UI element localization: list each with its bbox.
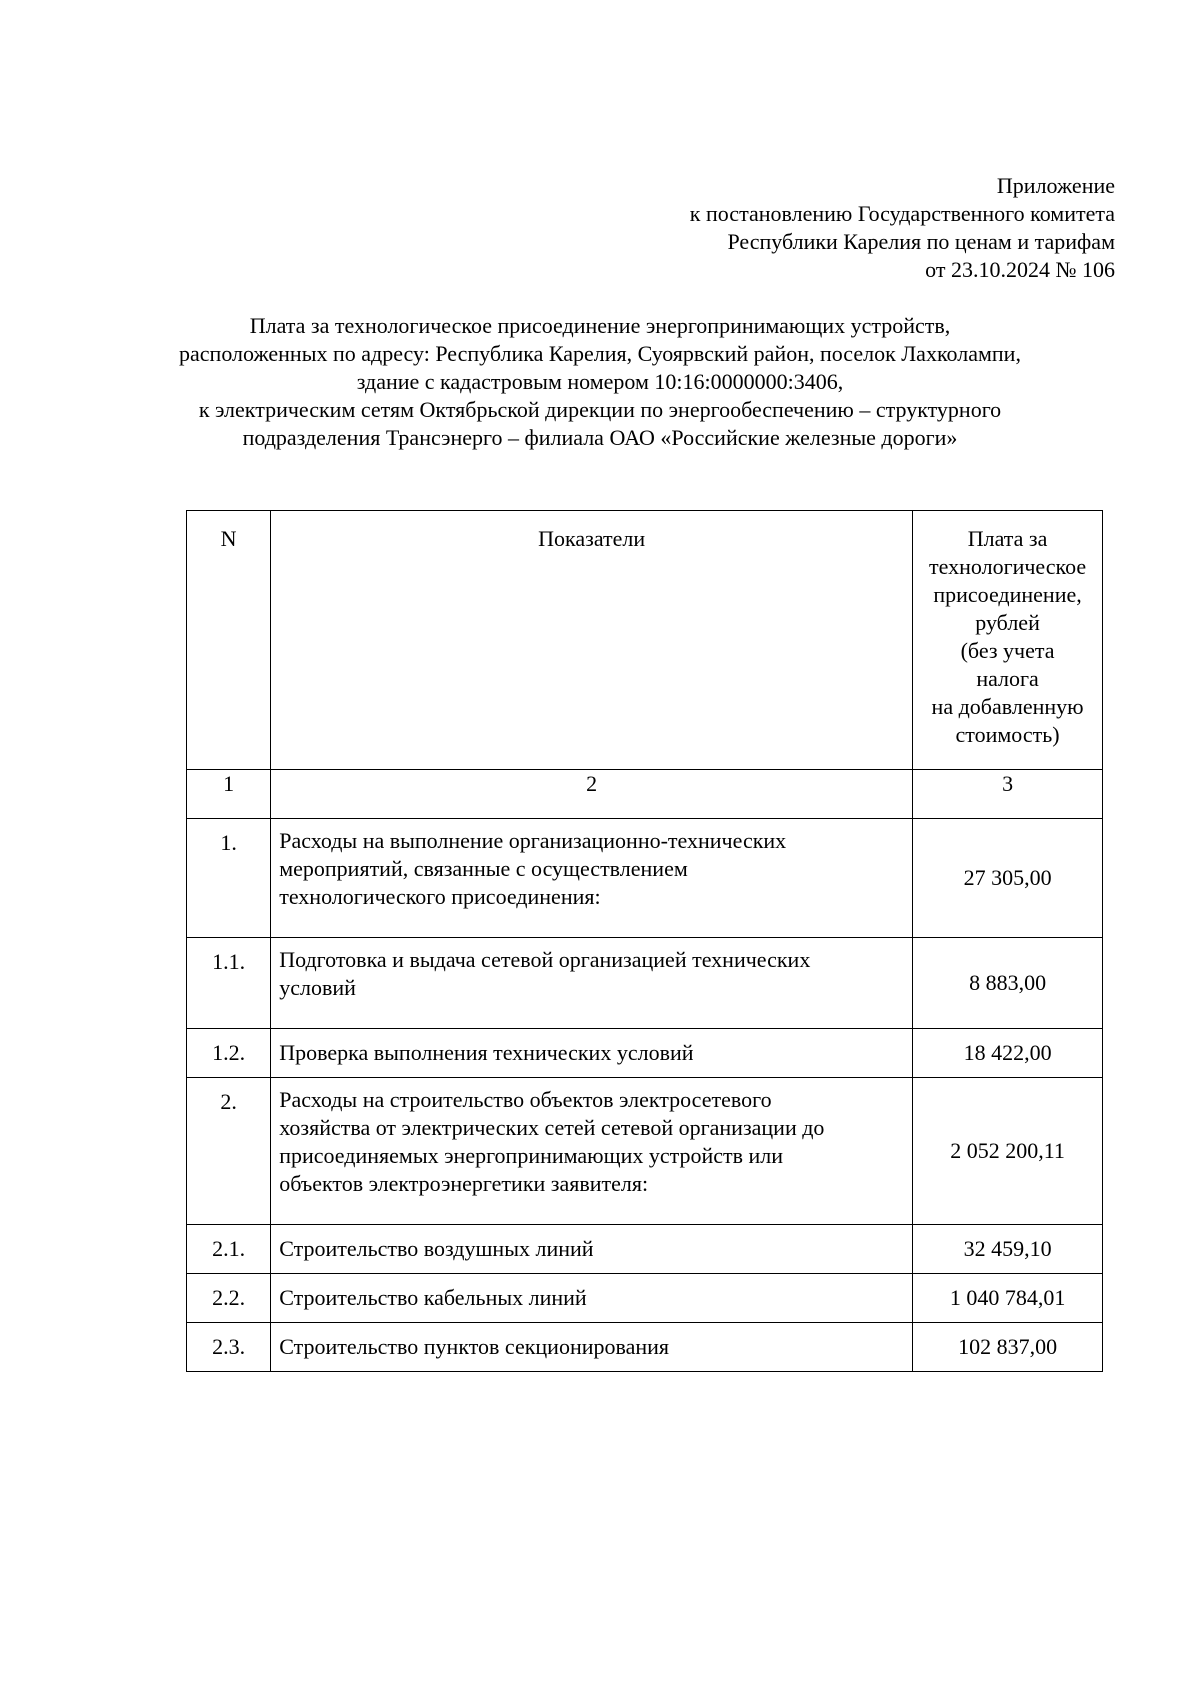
table-row xyxy=(187,1225,1103,1274)
title-line: Плата за технологическое присоединение энергопринимающих устройств, xyxy=(249,313,951,338)
table-row xyxy=(187,1078,1103,1225)
row-number: 1.2. xyxy=(187,1029,271,1078)
row-description: Строительство пунктов секционирования xyxy=(271,1323,913,1372)
header-number: N xyxy=(187,511,271,770)
row-number: 2.1. xyxy=(187,1225,271,1274)
document-title xyxy=(100,312,1100,452)
row-description: Строительство кабельных линий xyxy=(271,1274,913,1323)
row-value: 1 040 784,01 xyxy=(913,1274,1103,1323)
row-number: 2.2. xyxy=(187,1274,271,1323)
header-fee: Плата за технологическое присоединение, рублей (без учета налога на добавленную стоимость) xyxy=(913,511,1103,770)
table-row xyxy=(187,938,1103,1029)
table-row xyxy=(187,1029,1103,1078)
row-value: 102 837,00 xyxy=(913,1323,1103,1372)
row-value: 32 459,10 xyxy=(913,1225,1103,1274)
row-description: Расходы на выполнение организационно-технических мероприятий, связанные с осуществлением технологического присоединения: xyxy=(271,819,913,938)
row-number: 2.3. xyxy=(187,1323,271,1372)
table-row xyxy=(187,1323,1103,1372)
column-number: 3 xyxy=(913,770,1103,819)
appendix-line: к постановлению Государственного комитета xyxy=(689,201,1115,226)
title-line: расположенных по адресу: Республика Карелия, Суоярвский район, поселок Лахколампи, xyxy=(179,341,1021,366)
row-number: 1.1. xyxy=(187,938,271,1029)
row-value: 8 883,00 xyxy=(913,938,1103,1029)
title-line: здание с кадастровым номером 10:16:0000000:3406, xyxy=(356,369,844,394)
appendix-date-line: от 23.10.2024 № 106 xyxy=(925,257,1115,282)
fee-table xyxy=(186,510,1103,1372)
row-description: Расходы на строительство объектов электросетевого хозяйства от электрических сетей сетевой организации до присоединяемых энергопринимающих устройств или объектов электроэнергетики заявителя: xyxy=(271,1078,913,1225)
row-description: Проверка выполнения технических условий xyxy=(271,1029,913,1078)
appendix-line: Приложение xyxy=(996,173,1115,198)
row-description: Строительство воздушных линий xyxy=(271,1225,913,1274)
title-line: к электрическим сетям Октябрьской дирекции по энергообеспечению – структурного xyxy=(198,397,1002,422)
column-number-row xyxy=(187,770,1103,819)
row-description: Подготовка и выдача сетевой организацией технических условий xyxy=(271,938,913,1029)
row-value: 18 422,00 xyxy=(913,1029,1103,1078)
title-line: подразделения Трансэнерго – филиала ОАО «Российские железные дороги» xyxy=(242,425,958,450)
row-value: 27 305,00 xyxy=(913,819,1103,938)
appendix-line: Республики Карелия по ценам и тарифам xyxy=(727,229,1115,254)
row-number: 2. xyxy=(187,1078,271,1225)
row-value: 2 052 200,11 xyxy=(913,1078,1103,1225)
appendix-block xyxy=(515,172,1115,284)
header-indicators: Показатели xyxy=(271,511,913,770)
column-number: 2 xyxy=(271,770,913,819)
table-header-row xyxy=(187,511,1103,770)
column-number: 1 xyxy=(187,770,271,819)
row-number: 1. xyxy=(187,819,271,938)
table-row xyxy=(187,819,1103,938)
table-row xyxy=(187,1274,1103,1323)
